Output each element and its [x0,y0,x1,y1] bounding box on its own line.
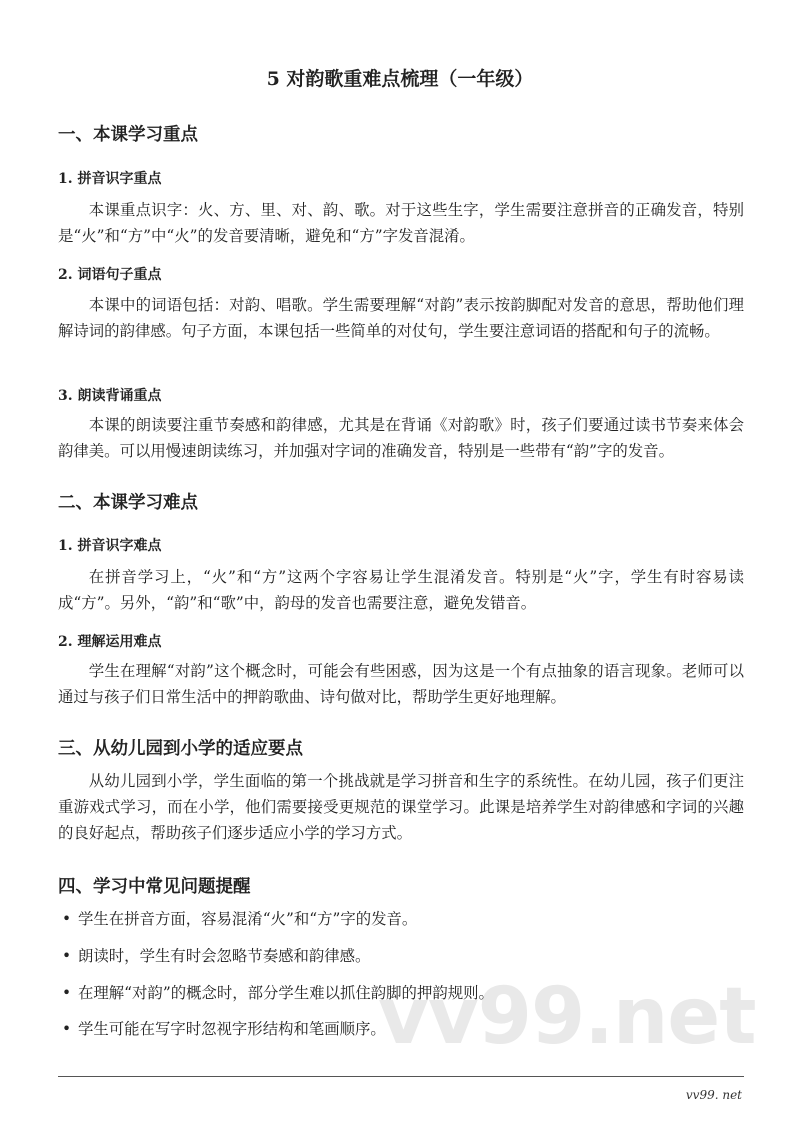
section-heading: 二、本课学习难点 [58,493,198,513]
footer-text: vv99. net [685,1088,742,1102]
subsection-heading: 1. 拼音识字难点 [58,538,162,554]
section-heading: 四、学习中常见问题提醒 [58,877,251,897]
subsection-heading: 1. 拼音识字重点 [58,171,162,187]
subsection-heading: 3. 朗读背诵重点 [58,388,162,404]
watermark: vv99.net [378,972,756,1062]
footer-divider [58,1076,744,1077]
paragraph: 在拼音学习上，“火”和“方”这两个字容易让学生混淆发音。特别是“火”字，学生有时容易读成“方”。另外，“韵”和“歌”中，韵母的发音也需要注意，避免发错音。 [58,568,744,612]
list-item: • 在理解“对韵”的概念时，部分学生难以抓住韵脚的押韵规则。 [58,980,744,1006]
paragraph: 本课的朗读要注重节奏感和韵律感，尤其是在背诵《对韵歌》时，孩子们要通过读书节奏来体会韵律美。可以用慢速朗读练习，并加强对字词的准确发音，特别是一些带有“韵”字的发音。 [58,416,744,460]
subsection-heading: 2. 词语句子重点 [58,267,162,283]
list-item: • 朗读时，学生有时会忽略节奏感和韵律感。 [58,943,744,969]
paragraph: 学生在理解“对韵”这个概念时，可能会有些困惑，因为这是一个有点抽象的语言现象。老师可以通过与孩子们日常生活中的押韵歌曲、诗句做对比，帮助学生更好地理解。 [58,662,744,706]
paragraph: 本课中的词语包括：对韵、唱歌。学生需要理解“对韵”表示按韵脚配对发音的意思，帮助他们理解诗词的韵律感。句子方面，本课包括一些简单的对仗句，学生要注意词语的搭配和句子的流畅。 [58,296,744,340]
section-heading: 一、本课学习重点 [58,125,198,145]
page-title: 5 对韵歌重难点梳理（一年级） [266,68,534,90]
paragraph: 本课重点识字：火、方、里、对、韵、歌。对于这些生字，学生需要注意拼音的正确发音，特别是“火”和“方”中“火”的发音要清晰，避免和“方”字发音混淆。 [58,201,744,245]
list-item: • 学生在拼音方面，容易混淆“火”和“方”字的发音。 [58,906,744,932]
list-item: • 学生可能在写字时忽视字形结构和笔画顺序。 [58,1016,744,1042]
section-heading: 三、从幼儿园到小学的适应要点 [58,739,303,759]
subsection-heading: 2. 理解运用难点 [58,634,162,650]
paragraph: 从幼儿园到小学，学生面临的第一个挑战就是学习拼音和生字的系统性。在幼儿园，孩子们更注重游戏式学习，而在小学，他们需要接受更规范的课堂学习。此课是培养学生对韵律感和字词的兴趣的良好起点，帮助孩子们逐步适应小学的学习方式。 [58,772,744,842]
